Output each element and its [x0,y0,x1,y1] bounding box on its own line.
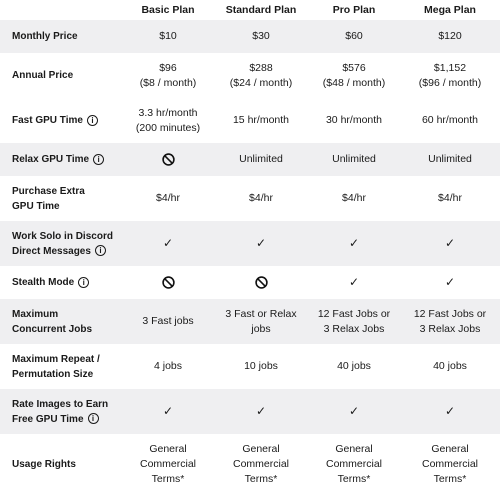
row-label-text: Relax GPU Time [12,154,90,165]
prohibited-icon [255,276,268,289]
value-pro: $4/hr [342,192,366,204]
value-line: jobs [251,322,271,335]
value-standard [214,266,308,299]
info-icon[interactable]: i [87,115,98,126]
value-standard: $30 [214,20,308,53]
row-label: Annual Price [12,70,74,81]
plan-header-pro: Pro Plan [332,4,376,16]
value-line: Terms* [151,473,185,485]
row-label-line: Concurrent Jobs [12,323,93,335]
checkmark-icon: ✓ [308,221,400,266]
checkmark-icon: ✓ [122,389,214,434]
annual-monthly-equiv: ($8 / month) [139,76,197,89]
row-label: Monthly Price [0,20,122,53]
annual-price: $96 [159,61,177,74]
value-line: Commercial [421,458,478,470]
value-line: Commercial [325,458,382,470]
row-label-line: Work Solo in Discord [12,230,113,242]
plan-header-standard: Standard Plan [225,4,297,16]
value-line: 3 Relax Jobs [419,322,481,335]
value-standard: 15 hr/month [232,114,290,126]
value-mega [400,53,500,98]
row-label [0,266,122,299]
value-mega [400,299,500,344]
value-basic [122,434,214,495]
checkmark-icon: ✓ [214,389,308,434]
prohibited-icon [162,153,175,166]
prohibited-icon [162,276,175,289]
value-pro [308,299,400,344]
value-pro: 30 hr/month [325,114,383,126]
checkmark-icon: ✓ [444,275,456,289]
value-line: General [149,443,187,455]
value-mega [400,434,500,495]
value-mega: 60 hr/month [421,114,479,126]
info-icon[interactable]: i [93,154,104,165]
value-standard: $4/hr [249,192,273,204]
value-line: 3 Fast or Relax [225,307,297,320]
value-standard [214,299,308,344]
checkmark-icon: ✓ [308,389,400,434]
row-label-line: Maximum [12,308,59,320]
value-standard [214,434,308,495]
value-basic [122,98,214,143]
row-label-line: Maximum Repeat / [12,353,100,365]
row-label [0,344,122,389]
value-line: General [335,443,373,455]
info-icon[interactable]: i [95,245,106,256]
value-line: 12 Fast Jobs or [317,307,391,320]
row-label-line-wrap [12,412,108,427]
value-basic: $4/hr [156,192,180,204]
value-mega: $120 [400,20,500,53]
value-mega: Unlimited [400,143,500,176]
value-basic: 4 jobs [153,360,183,372]
value-basic: 3 Fast jobs [122,299,214,344]
value-line: General [431,443,469,455]
value-basic: $10 [122,20,214,53]
row-label-line: Purchase Extra [12,185,85,197]
annual-monthly-equiv: ($96 / month) [418,76,482,89]
value-mega: $4/hr [438,192,462,204]
row-label [0,221,122,266]
info-icon[interactable]: i [88,413,99,424]
plan-header-mega: Mega Plan [424,4,476,16]
checkmark-icon: ✓ [122,221,214,266]
value-line: General [242,443,280,455]
fast-hours: 3.3 hr/month [138,106,198,119]
value-line: Terms* [337,473,371,485]
row-label [0,299,122,344]
row-label [0,143,122,176]
row-label-line-wrap [12,244,113,259]
value-line: 12 Fast Jobs or [413,307,487,320]
value-mega: 40 jobs [433,360,467,372]
row-label-text: Stealth Mode [12,277,75,288]
annual-monthly-equiv: ($24 / month) [229,76,293,89]
row-label [0,98,122,143]
fast-minutes: (200 minutes) [135,121,201,134]
value-standard: 10 jobs [244,360,278,372]
value-standard: Unlimited [214,143,308,176]
row-label-line: Rate Images to Earn [12,398,109,410]
row-label [0,389,122,434]
row-label-line: Direct Messages [12,245,91,257]
annual-price: $576 [342,61,366,74]
row-label-text: Fast GPU Time [12,115,83,126]
value-line: Commercial [139,458,196,470]
value-pro: 40 jobs [337,360,371,372]
value-pro: Unlimited [308,143,400,176]
row-label: Usage Rights [12,459,76,470]
row-label-line: Permutation Size [12,368,94,380]
value-line: 3 Relax Jobs [323,322,385,335]
row-label-line: GPU Time [12,200,60,212]
checkmark-icon: ✓ [400,221,500,266]
row-label [0,176,122,221]
row-label-line: Free GPU Time [12,413,84,425]
checkmark-icon: ✓ [214,221,308,266]
value-pro [308,434,400,495]
info-icon[interactable]: i [78,277,89,288]
annual-monthly-equiv: ($48 / month) [322,76,386,89]
value-line: Commercial [232,458,289,470]
checkmark-icon: ✓ [400,389,500,434]
value-line: Terms* [244,473,278,485]
annual-price: $1,152 [433,61,467,74]
value-line: Terms* [433,473,467,485]
value-basic [122,143,214,176]
value-pro: $60 [308,20,400,53]
plan-header-basic: Basic Plan [141,4,195,16]
value-pro [308,53,400,98]
header-empty [0,0,122,20]
checkmark-icon: ✓ [348,275,360,289]
annual-price: $288 [249,61,273,74]
value-basic [122,266,214,299]
value-basic [122,53,214,98]
value-standard [214,53,308,98]
